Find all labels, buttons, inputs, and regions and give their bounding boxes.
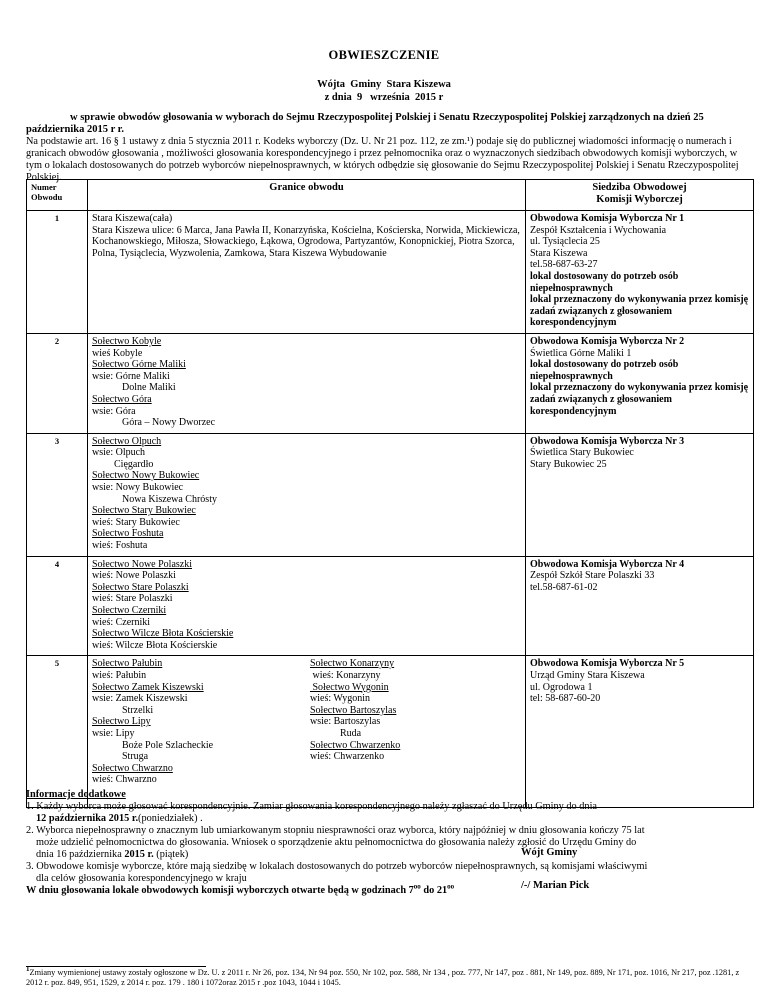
signature-title: Wójt Gminy [521,847,578,858]
district-bounds [88,333,526,433]
district-number: 2 [27,333,88,433]
header-seat-line: Komisji Wyborczej [596,194,683,205]
text-line: Nowa Kiszewa Chrósty [122,493,217,505]
text-line: Zespół Szkół Stare Polaszki 33 [530,570,655,582]
seat-line-bold: lokal dostosowany do potrzeb osób niepełnosprawnych [530,270,679,294]
text-line: Boże Pole Szlacheckie [122,739,214,751]
text-line: Stara Kiszewa [530,247,588,259]
text-line: wieś: Konarzyny [310,669,381,681]
text-line: wieś: Stary Bukowiec [92,516,180,528]
text-line: Stary Bukowiec 25 [530,458,607,470]
district-number: 5 [27,656,88,808]
text-line: Sołectwo Olpuch [92,435,162,447]
district-bounds [88,656,526,808]
text-line: Sołectwo Chwarzenko [310,739,401,751]
table-row [27,333,754,433]
district-number: 3 [27,433,88,556]
bounds-column-right [310,658,510,786]
info-deadline-1-day: (poniedziałek) . [138,813,203,824]
text-line: Sołectwo Wygonin [310,681,389,693]
commission-seat [526,433,754,556]
issuer-block [0,78,768,104]
district-number: 1 [27,211,88,334]
header-bounds: Granice obwodu [88,180,526,211]
text-line: wieś: Chwarzno [92,774,157,786]
text-line: Sołectwo Zamek Kiszewski [92,681,204,693]
table-row [27,211,754,334]
bounds-column-left [92,658,310,786]
district-bounds [88,433,526,556]
table-row [27,433,754,556]
text-line: Sołectwo Góra [92,393,152,405]
text-line: wsie: Olpuch [92,447,146,459]
info-deadline-2-day: (piątek) [153,849,189,860]
seat-line-bold: Obwodowa Komisja Wyborcza Nr 1 [530,213,685,224]
text-line: wsie: Nowy Bukowiec [92,482,184,494]
intro-paragraph: Na podstawie art. 16 § 1 ustawy z dnia 5 stycznia 2011 r. Kodeks wyborczy (Dz. U. Nr 21 poz. 112, ze zm.¹) podaje się do publicznej wiadomości informację o numerach i granicach obwodów głosowania , możliwości głosowania korespondencyjnego i przez pełnomocnika oraz o wyznaczonych siedzibach obwodowych komisji wyborczych, w tym o lokalach dostosowanych do potrzeb wyborców niepełnosprawnych, w których odbędzie się głosowanie do Sejmu Rzeczypospolitej Polskiej i Senatu Rzeczypospolitej Polskiej. [26,136,739,183]
signature-name: /-/ Marian Pick [521,880,590,891]
seat-line-bold: lokal przeznaczony do wykonywania przez komisję zadań związanych z głosowaniem korespondencyjnym [530,382,749,417]
voting-hours [26,882,754,897]
text-line: wieś: Czerniki [92,616,151,628]
text-line: Sołectwo Nowy Bukowiec [92,470,200,482]
text-line: Sołectwo Stary Bukowiec [92,505,196,517]
footnote-mark: 1 [26,965,30,974]
text-line: Sołectwo Bartoszylas [310,704,397,716]
text-line: Świetlica Górne Maliki 1 [530,347,632,359]
text-line: Sołectwo Górne Maliki [92,359,186,371]
text-line: Sołectwo Chwarzno [92,762,173,774]
info-item-2-date [26,849,754,861]
text-line: Struga [122,751,149,763]
bounds-columns [92,658,521,786]
seat-line-bold: Obwodowa Komisja Wyborcza Nr 2 [530,335,685,347]
text-line: wieś: Pałubin [92,669,147,681]
text-line: Sołectwo Pałubin [92,658,163,670]
text-line: Sołectwo Stare Polaszki [92,581,189,593]
text-line: Urząd Gminy Stara Kiszewa [530,669,645,681]
text-line: Stara Kiszewa(cała) [92,213,173,224]
info-item-3: 3. Obwodowe komisje wyborcze, które mają siedzibę w lokalach dostosowanych do potrzeb wyborców niepełnosprawnych, są komisjami właściwymi [26,861,648,872]
text-line: wsie: Bartoszylas [310,716,381,728]
text-line: wsie: Zamek Kiszewski [92,693,188,705]
text-line: wieś: Wygonin [310,693,371,705]
text-line: tel.58-687-63-27 [530,259,598,271]
voting-hours-mid: do 21 [420,885,448,896]
subject-text: w sprawie obwodów głosowania w wyborach do Sejmu Rzeczypospolitej Polskiej i Senatu Rzeczypospolitej Polskiej zarządzonych na dzień 25 października 2015 r r. [26,112,704,135]
header-seat-line: Siedziba Obwodowej [592,182,687,193]
text-line: Cięgardło [114,458,154,470]
info-item-2-cont: może udzielić pełnomocnictwa do głosowania. Wniosek o sporządzenie aktu pełnomocnictwa do głosowania należy zgłosić do Urzędu Gminy do [36,837,637,848]
footnote-separator [26,966,206,967]
text-line: wsie: Lipy [92,727,135,739]
info-deadline-2: 2015 r. [124,849,154,860]
text-line: Sołectwo Kobyle [92,335,162,347]
issuer-date: z dnia 9 września 2015 r [324,92,444,103]
districts-table [26,179,754,808]
text-line: Sołectwo Konarzyny [310,658,395,670]
header-seat [526,180,754,211]
seat-line-bold: Obwodowa Komisja Wyborcza Nr 4 [530,558,685,570]
table-row [27,556,754,656]
info-item-3-cont: dla celów głosowania korespondencyjnego w kraju [36,873,247,884]
additional-info [26,789,754,897]
voting-hours-text: W dniu głosowania lokale obwodowych komisji wyborczych otwarte będą w godzinach 7 [26,885,414,896]
info-deadline-2-pre: dnia 16 października [36,849,125,860]
text-line: wieś: Foshuta [92,540,148,552]
text-line: Sołectwo Czerniki [92,605,167,616]
commission-seat [526,556,754,656]
table-header-row [27,180,754,211]
text-line: Sołectwo Wilcze Błota Kościerskie [92,628,234,640]
voting-hours-sup: oo [413,882,421,891]
text-line: Dolne Maliki [122,382,176,394]
table-row [27,656,754,808]
info-item-1: 1. Każdy wyborca może głosować korespondencyjnie. Zamiar głosowania korespondencyjnego należy zgłaszać do Urzędu Gminy do dnia [26,801,597,812]
info-deadline-1: 12 października 2015 r. [36,813,139,824]
commission-seat [526,333,754,433]
text-line: wsie: Góra [92,405,136,417]
footnote-text: Zmiany wymienionej ustawy zostały ogłoszone w Dz. U. z 2011 r. Nr 26, poz. 134, Nr 94 poz. 550, Nr 102, poz. 588, Nr 134 , poz. 777, Nr 147, poz . 881, Nr 149, poz. 889, Nr 171, poz. 1016, Nr 217, poz .1281, z 2012 r. poz. 849, 951, 1529, z 2014 r. poz. 179 . 180 i 1072oraz 2015 r .poz 1043, 1044 i 1045. [26,968,740,987]
text-line: tel: 58-687-60-20 [530,693,601,705]
commission-seat [526,211,754,334]
district-bounds [88,556,526,656]
voting-hours-sup: oo [447,882,455,891]
text-line: Świetlica Stary Bukowiec [530,447,634,459]
text-line: wsie: Górne Maliki [92,370,170,382]
info-item-2: 2. Wyborca niepełnosprawny o znacznym lub umiarkowanym stopniu niesprawności oraz wyborca, który najpóźniej w dniu głosowania kończy 75 lat [26,825,645,836]
commission-seat [526,656,754,808]
text-line: tel.58-687-61-02 [530,581,598,593]
text-line: Zespół Kształcenia i Wychowania [530,224,667,236]
issuer-line: Wójta Gminy Stara Kiszewa [317,79,451,90]
seat-line-bold: lokal przeznaczony do wykonywania przez komisję zadań związanych z głosowaniem korespondencyjnym [530,294,749,329]
text-line: Sołectwo Lipy [92,716,151,728]
text-line: wieś: Wilcze Błota Kościerskie [92,639,218,651]
text-line: Ruda [340,727,362,739]
seat-line-bold: Obwodowa Komisja Wyborcza Nr 5 [530,658,685,670]
text-line: Stara Kiszewa ulice: 6 Marca, Jana Pawła II, Konarzyńska, Kościelna, Kościerska, Norwida, Mickiewicza, Kochanowskiego, Miłosza, Słowackiego, Łąkowa, Ogrodowa, Partyzantów, Konopnickiej, Piotra Szorca, Polna, Tysiąclecia, Wyzwolenia, Zamkowa, Stara Kiszewa Wybudowanie [92,224,520,259]
header-number: Numer Obwodu [27,180,88,211]
text-line: Strzelki [122,704,154,716]
text-line: wieś: Nowe Polaszki [92,570,176,582]
district-bounds [88,211,526,334]
footnote [26,965,754,988]
seat-line-bold: lokal dostosowany do potrzeb osób niepełnosprawnych [530,359,679,382]
text-line: ul. Tysiąclecia 25 [530,236,600,248]
district-number: 4 [27,556,88,656]
info-item-1-cont [26,813,754,825]
text-line: wieś: Stare Polaszki [92,593,173,605]
text-line: ul. Ogrodowa 1 [530,681,593,693]
info-heading: Informacje dodatkowe [26,789,126,800]
document-title: OBWIESZCZENIE [328,48,440,62]
text-line: wieś: Chwarzenko [310,751,385,763]
text-line: Sołectwo Foshuta [92,528,164,540]
text-line: Góra – Nowy Dworzec [122,417,216,429]
text-line: wieś Kobyle [92,347,143,359]
text-line: Sołectwo Nowe Polaszki [92,558,192,570]
seat-line-bold: Obwodowa Komisja Wyborcza Nr 3 [530,435,685,447]
